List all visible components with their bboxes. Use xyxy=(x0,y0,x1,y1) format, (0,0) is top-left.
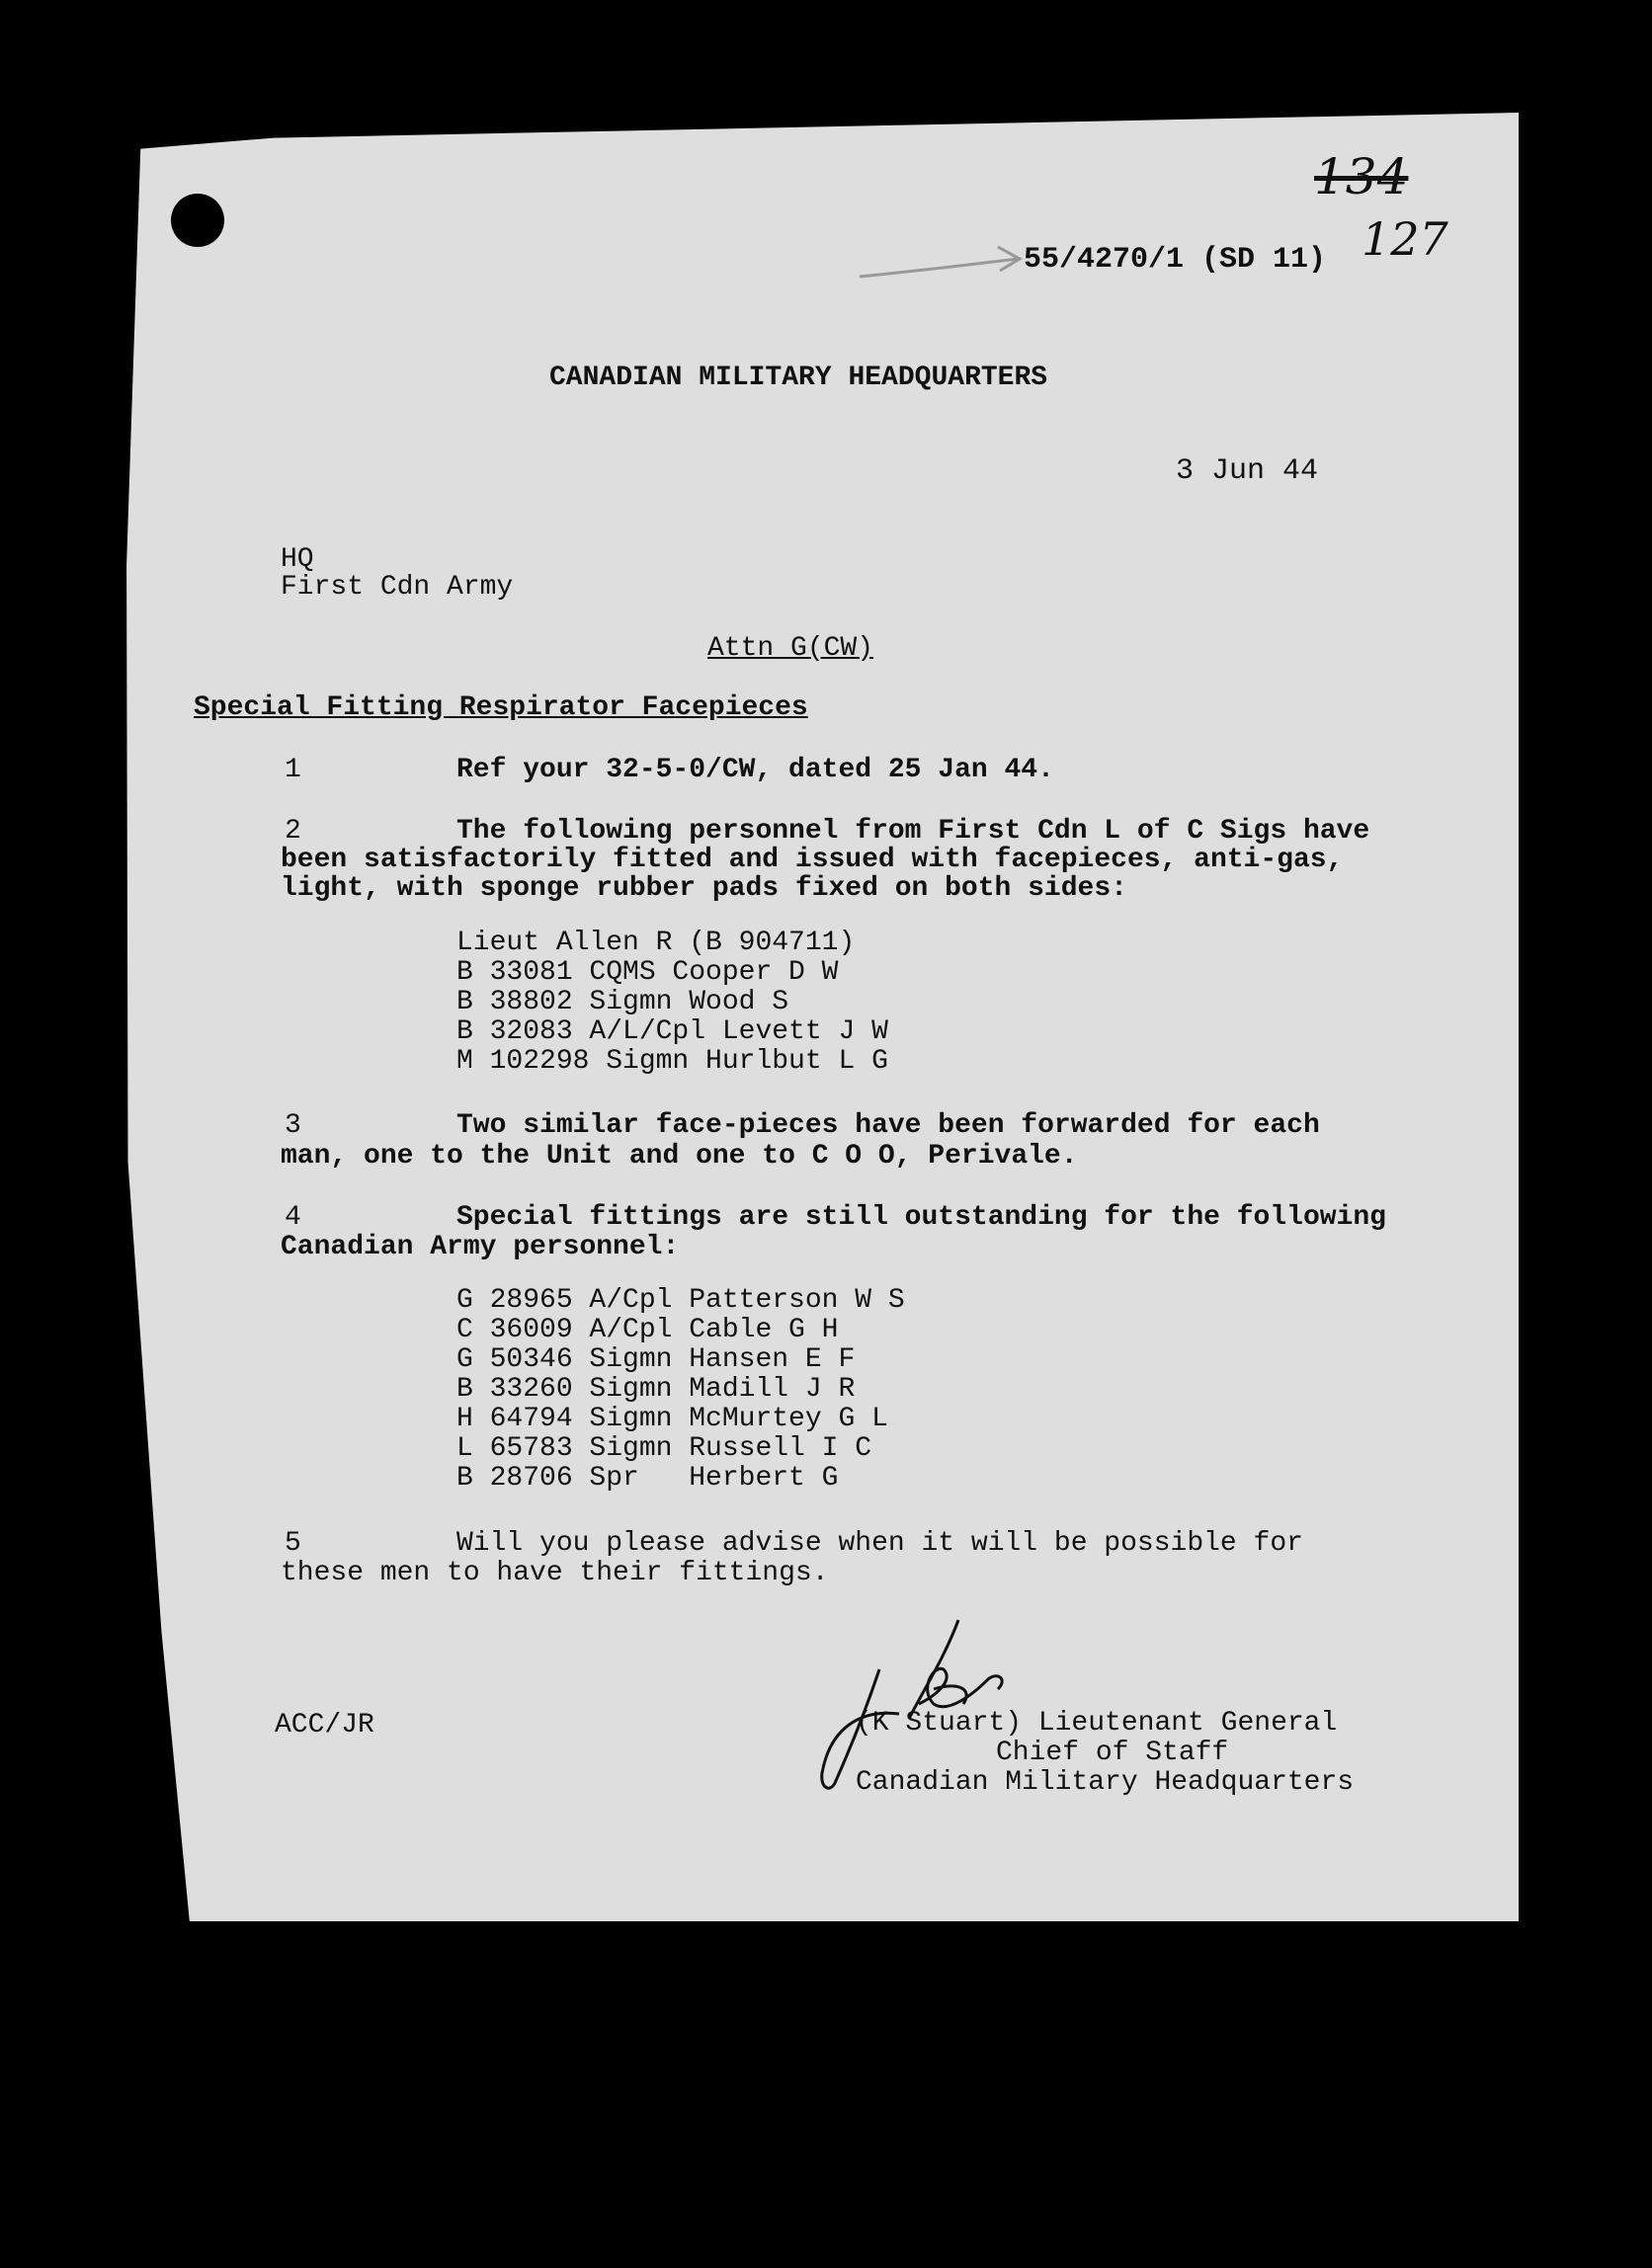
signature-line-2: Chief of Staff xyxy=(996,1738,1229,1768)
personnel-entry: H 64794 Sigmn McMurtey G L xyxy=(456,1404,888,1434)
paragraph-line: Two similar face-pieces have been forwarded for each xyxy=(456,1110,1320,1141)
subject-heading: Special Fitting Respirator Facepieces xyxy=(194,692,808,723)
personnel-entry: B 33260 Sigmn Madill J R xyxy=(456,1374,856,1405)
personnel-entry: B 33081 CQMS Cooper D W xyxy=(456,957,839,988)
reference-initials: ACC/JR xyxy=(275,1710,374,1741)
personnel-entry: B 32083 A/L/Cpl Levett J W xyxy=(456,1016,888,1047)
file-reference: 55/4270/1 (SD 11) xyxy=(1024,243,1327,277)
paragraph-line: Canadian Army personnel: xyxy=(281,1232,680,1262)
signature-line-1: (K Stuart) Lieutenant General xyxy=(856,1708,1338,1739)
personnel-entry: B 38802 Sigmn Wood S xyxy=(456,987,789,1017)
paragraph-line: man, one to the Unit and one to C O O, Perivale. xyxy=(281,1141,1078,1172)
paragraph-line: The following personnel from First Cdn L of C Sigs have xyxy=(456,816,1370,847)
arrow-mark-icon xyxy=(860,237,1028,286)
punch-hole xyxy=(171,194,224,247)
handwritten-page-number: 127 xyxy=(1362,212,1448,266)
personnel-entry: M 102298 Sigmn Hurlbut L G xyxy=(456,1046,888,1077)
paragraph-number: 4 xyxy=(285,1202,301,1233)
handwritten-page-number-struck: 134 xyxy=(1314,148,1409,205)
addressee-line-1: HQ xyxy=(281,544,314,575)
personnel-entry: L 65783 Sigmn Russell I C xyxy=(456,1433,872,1464)
paragraph-line: Special fittings are still outstanding for the following xyxy=(456,1202,1386,1233)
signature-line-3: Canadian Military Headquarters xyxy=(856,1767,1355,1798)
personnel-entry: G 28965 A/Cpl Patterson W S xyxy=(456,1285,905,1316)
paragraph-number: 1 xyxy=(285,755,301,785)
personnel-entry: G 50346 Sigmn Hansen E F xyxy=(456,1344,856,1375)
paragraph-line: Ref your 32-5-0/CW, dated 25 Jan 44. xyxy=(456,755,1054,785)
paragraph-line: been satisfactorily fitted and issued with facepieces, anti-gas, xyxy=(281,845,1344,875)
paragraph-number: 5 xyxy=(285,1528,301,1559)
personnel-entry: C 36009 A/Cpl Cable G H xyxy=(456,1315,839,1345)
letterhead: CANADIAN MILITARY HEADQUARTERS xyxy=(549,363,1048,393)
paragraph-number: 3 xyxy=(285,1110,301,1141)
attention-line: Attn G(CW) xyxy=(707,633,874,664)
paragraph-line: light, with sponge rubber pads fixed on both sides: xyxy=(281,873,1127,904)
paragraph-number: 2 xyxy=(285,816,301,847)
letter-date: 3 Jun 44 xyxy=(1176,454,1319,488)
paragraph-line: Will you please advise when it will be possible for xyxy=(456,1528,1303,1559)
paragraph-line: these men to have their fittings. xyxy=(281,1558,829,1588)
addressee-line-2: First Cdn Army xyxy=(281,572,514,603)
personnel-entry: Lieut Allen R (B 904711) xyxy=(456,928,856,958)
personnel-entry: B 28706 Spr Herbert G xyxy=(456,1463,839,1494)
